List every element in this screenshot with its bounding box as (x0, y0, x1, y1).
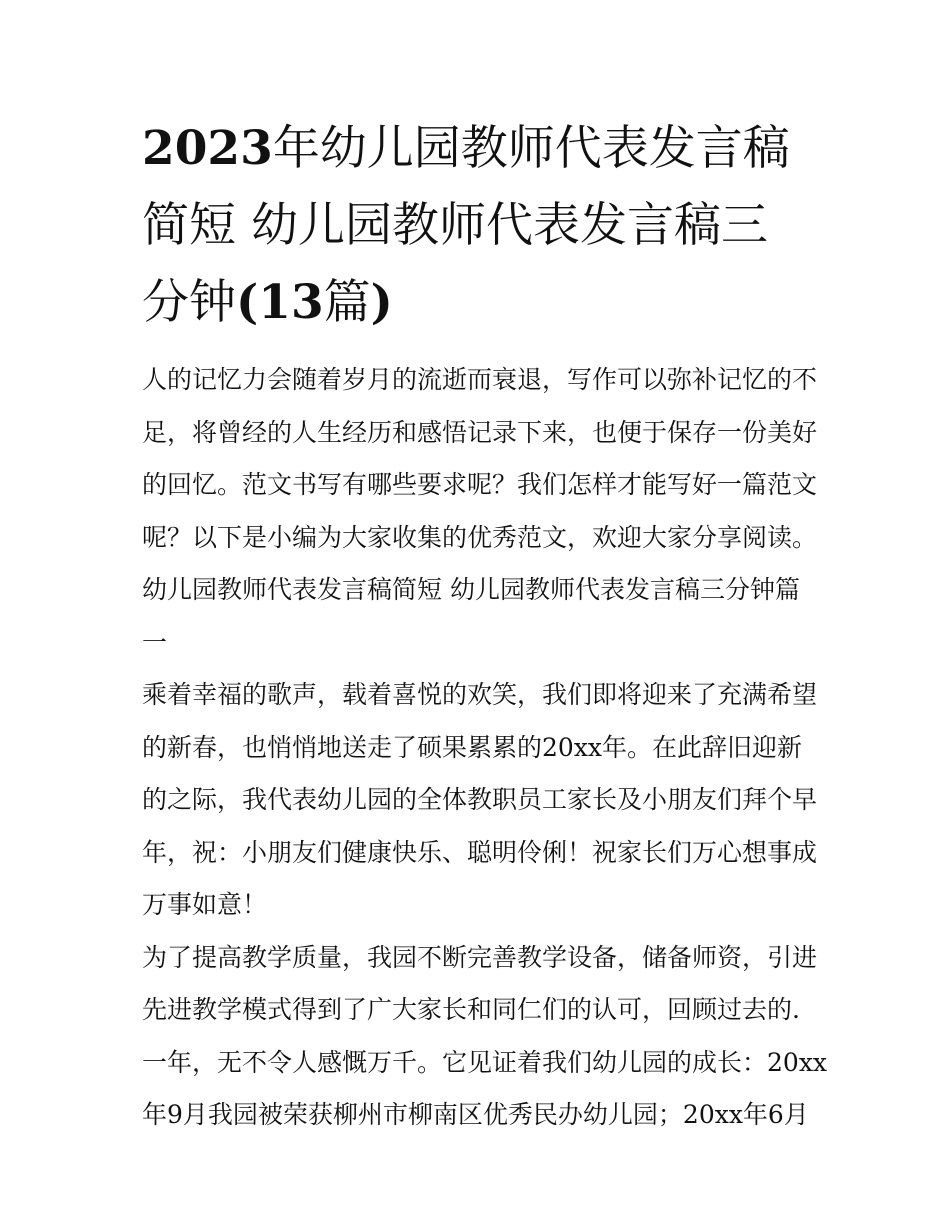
intro-line: 呢？以下是小编为大家收集的优秀范文，欢迎大家分享阅读。 (142, 522, 818, 552)
title-line-2 (142, 187, 822, 264)
document-title (142, 110, 822, 341)
paragraph-1-line: 万事如意！ (142, 890, 268, 919)
paragraph-1 (142, 669, 822, 932)
title-line-3 (142, 264, 822, 341)
paragraph-2 (142, 932, 828, 1142)
document-body (142, 354, 828, 1142)
paragraph-2-line: 年9月我园被荣获柳州市柳南区优秀民办幼儿园；20xx年6月 (142, 1100, 809, 1129)
paragraph-1-line: 的之际，我代表幼儿园的全体教职员工家长及小朋友们拜个早 (142, 785, 818, 814)
title-line-1-text: 年幼儿园教师代表发言稿 (272, 121, 790, 176)
section-heading-line: 幼儿园教师代表发言稿简短 幼儿园教师代表发言稿三分钟篇 (142, 575, 800, 604)
paragraph-1-line: 年，祝：小朋友们健康快乐、聪明伶俐！祝家长们万心想事成 (142, 837, 818, 867)
paragraph-1-line: 乘着幸福的歌声，载着喜悦的欢笑，我们即将迎来了充满希望 (142, 680, 818, 709)
title-count-close: ) (370, 275, 393, 330)
paragraph-2-line: 一年，无不令人感慨万千。它见证着我们幼儿园的成长：20xx (142, 1047, 828, 1077)
intro-line: 人的记忆力会随着岁月的流逝而衰退，写作可以弥补记忆的不 (142, 365, 818, 394)
title-count-unit: 篇 (323, 275, 371, 330)
title-count-open: (13 (236, 275, 324, 330)
intro-line: 足，将曾经的人生经历和感悟记录下来，也便于保存一份美好 (142, 417, 818, 447)
title-year: 2023 (142, 121, 273, 176)
title-line-1 (142, 110, 822, 187)
intro-line: 的回忆。范文书写有哪些要求呢？我们怎样才能写好一篇范文 (142, 470, 818, 499)
intro-paragraph (142, 354, 822, 564)
paragraph-1-line: 的新春，也悄悄地送走了硕果累累的20xx年。在此辞旧迎新 (142, 732, 803, 762)
title-line-3-text: 分钟 (142, 275, 236, 330)
title-line-2-text: 简短 幼儿园教师代表发言稿三 (142, 198, 768, 253)
section-heading (142, 564, 822, 669)
section-heading-line: 一 (142, 627, 168, 657)
paragraph-2-line: 为了提高教学质量，我园不断完善教学设备，储备师资，引进 (142, 942, 818, 972)
paragraph-2-line: 先进教学模式得到了广大家长和同仁们的认可，回顾过去的. (142, 995, 800, 1024)
